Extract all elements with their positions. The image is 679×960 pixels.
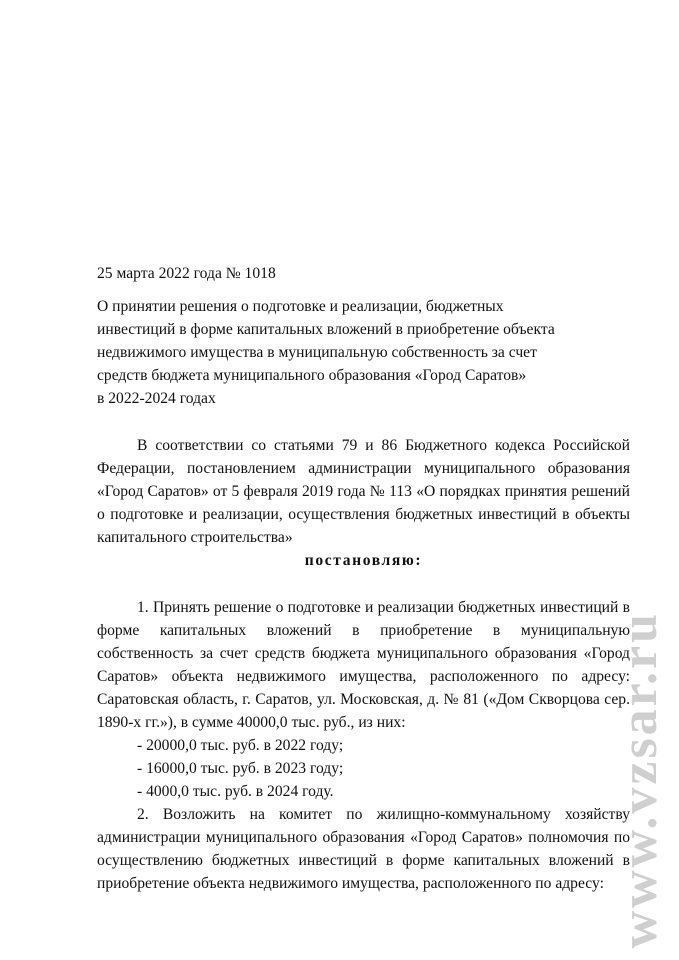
clause-1: 1. Принять решение о подготовке и реализации бюджетных инвестиций в форме капитальных вложений в приобретение в муниципальную собственность за счет средств бюджета муниципального образования «Город Саратов» объекта недвижимого имущества, расположенного по адресу: Саратовская область, г. Саратов, ул. Московская, д. № 81 («Дом Скворцова сер. 1890-х гг.»), в сумме 40000,0 тыс. руб., из них: <box>97 599 630 731</box>
amount-item: - 4000,0 тыс. руб. в 2024 году. <box>137 783 334 800</box>
title-line: инвестиций в форме капитальных вложений в приобретение объекта <box>97 321 555 338</box>
title-line: О принятии решения о подготовке и реализации, бюджетных <box>97 298 504 315</box>
document-title <box>97 295 630 410</box>
site-watermark: www.vzsar.ru <box>611 610 668 948</box>
document-date-number: 25 марта 2022 года № 1018 <box>97 265 276 282</box>
document-body <box>97 262 630 895</box>
clause-2: 2. Возложить на комитет по жилищно-коммунальному хозяйству администрации муниципального образования «Город Саратов» полномочия по осуществлению бюджетных инвестиций в форме капитальных вложений в приобретение объекта недвижимого имущества, расположенного по адресу: <box>97 806 630 892</box>
amount-item: - 16000,0 тыс. руб. в 2023 году; <box>137 760 344 777</box>
title-line: в 2022-2024 годах <box>97 390 216 407</box>
amount-item: - 20000,0 тыс. руб. в 2022 году; <box>137 737 344 754</box>
preamble-paragraph: В соответствии со статьями 79 и 86 Бюджетного кодекса Российской Федерации, постановлением администрации муниципального образования «Город Саратов» от 5 февраля 2019 года № 113 «О порядках принятия решений о подготовке и реализации, осуществления бюджетных инвестиций в объекты капитального строительства» <box>97 437 630 546</box>
title-line: недвижимого имущества в муниципальную собственность за счет <box>97 344 537 361</box>
decree-word: постановляю: <box>304 552 423 569</box>
title-line: средств бюджета муниципального образования «Город Саратов» <box>97 367 527 384</box>
